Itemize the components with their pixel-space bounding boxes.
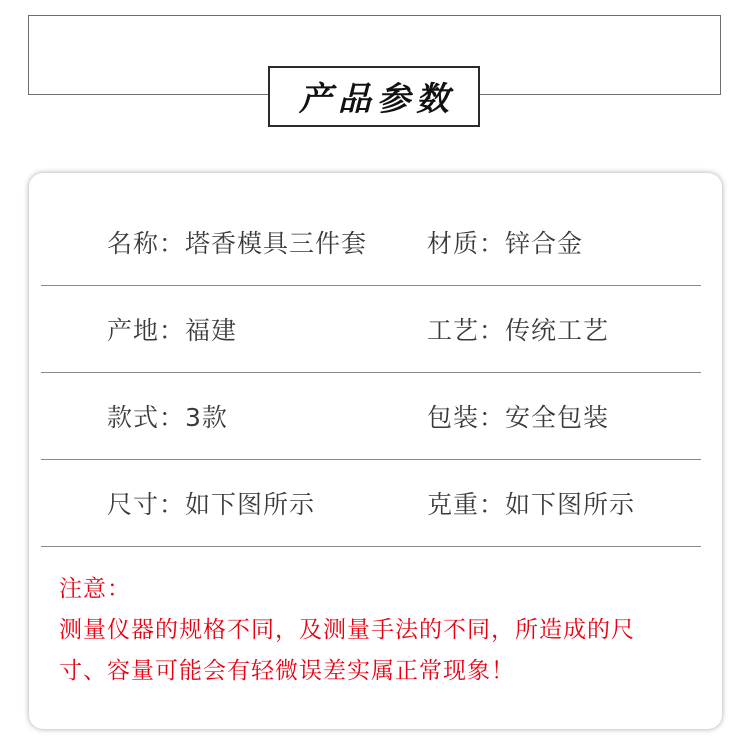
spec-label: 工艺： [427, 315, 506, 345]
spec-label: 包装： [427, 402, 506, 432]
spec-value: 安全包装 [505, 402, 610, 432]
spec-card [29, 173, 722, 729]
spec-item-packaging [427, 372, 609, 459]
notice-text-line: 测量仪器的规格不同，及测量手法的不同，所造成的尺 [59, 617, 635, 643]
header-title-box [268, 66, 480, 127]
spec-value: 传统工艺 [505, 315, 610, 345]
spec-value: 3款 [185, 402, 228, 432]
spec-item-size [107, 459, 315, 546]
spec-value: 塔香模具三件套 [185, 228, 368, 258]
spec-label: 克重： [427, 489, 506, 519]
spec-row [41, 198, 701, 286]
spec-label: 款式： [107, 402, 186, 432]
spec-value: 福建 [185, 315, 238, 345]
spec-item-origin [107, 285, 237, 372]
spec-label: 材质： [427, 228, 506, 258]
spec-label: 产地： [107, 315, 186, 345]
spec-value: 如下图所示 [185, 489, 316, 519]
spec-item-name [107, 198, 367, 285]
spec-item-material [427, 198, 583, 285]
spec-label: 尺寸： [107, 489, 186, 519]
spec-label: 名称： [107, 228, 186, 258]
spec-item-style [107, 372, 228, 459]
spec-value: 如下图所示 [505, 489, 636, 519]
spec-value: 锌合金 [505, 228, 584, 258]
spec-row [41, 372, 701, 460]
notice-title: 注意： [59, 576, 131, 602]
spec-row [41, 285, 701, 373]
spec-item-craft [427, 285, 609, 372]
spec-row [41, 459, 701, 547]
spec-item-weight [427, 459, 635, 546]
notice-block [59, 569, 709, 692]
page-title: 产品参数 [299, 79, 455, 118]
notice-text-line: 寸、容量可能会有轻微误差实属正常现象！ [59, 658, 515, 684]
